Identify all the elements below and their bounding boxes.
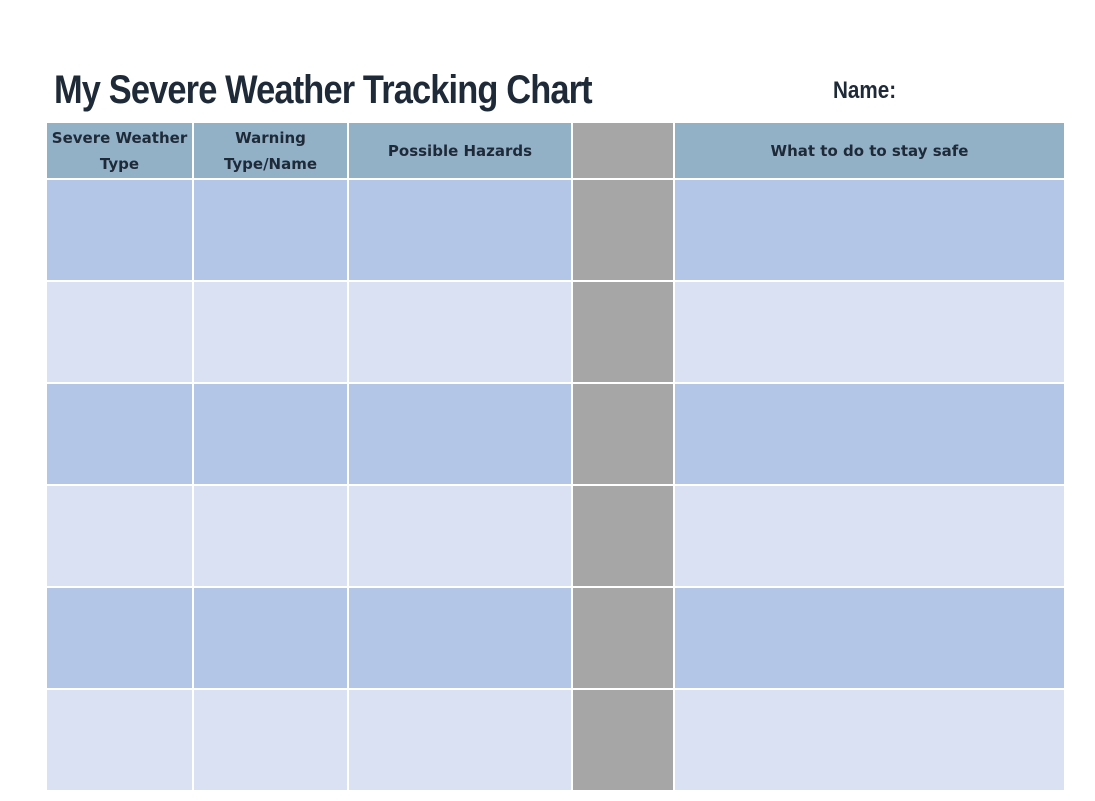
cell-possible-hazards[interactable]	[349, 690, 571, 790]
cell-what-to-do[interactable]	[675, 690, 1064, 790]
cell-severe-weather-type[interactable]	[47, 690, 192, 790]
cell-severe-weather-type[interactable]	[47, 180, 192, 280]
cell-warning-type-name[interactable]	[194, 282, 347, 382]
cell-what-to-do[interactable]	[675, 384, 1064, 484]
cell-severe-weather-type[interactable]	[47, 588, 192, 688]
cell-warning-type-name[interactable]	[194, 588, 347, 688]
cell-divider-column	[573, 588, 673, 688]
cell-possible-hazards[interactable]	[349, 384, 571, 484]
cell-what-to-do[interactable]	[675, 588, 1064, 688]
cell-divider-column	[573, 384, 673, 484]
cell-divider-column	[573, 282, 673, 382]
cell-severe-weather-type[interactable]	[47, 282, 192, 382]
header-possible-hazards: Possible Hazards	[349, 123, 571, 178]
cell-divider-column	[573, 180, 673, 280]
cell-warning-type-name[interactable]	[194, 690, 347, 790]
cell-what-to-do[interactable]	[675, 282, 1064, 382]
cell-warning-type-name[interactable]	[194, 384, 347, 484]
cell-warning-type-name[interactable]	[194, 486, 347, 586]
cell-possible-hazards[interactable]	[349, 486, 571, 586]
cell-severe-weather-type[interactable]	[47, 486, 192, 586]
cell-divider-column	[573, 486, 673, 586]
header-divider-column	[573, 123, 673, 178]
cell-what-to-do[interactable]	[675, 486, 1064, 586]
header-severe-weather-type: Severe Weather Type	[47, 123, 192, 178]
cell-possible-hazards[interactable]	[349, 282, 571, 382]
cell-divider-column	[573, 690, 673, 790]
tracking-table	[47, 123, 1060, 789]
name-label: Name:	[833, 77, 897, 104]
header-what-to-do: What to do to stay safe	[675, 123, 1064, 178]
cell-possible-hazards[interactable]	[349, 180, 571, 280]
cell-severe-weather-type[interactable]	[47, 384, 192, 484]
cell-possible-hazards[interactable]	[349, 588, 571, 688]
header-warning-type-name: Warning Type/Name	[194, 123, 347, 178]
cell-warning-type-name[interactable]	[194, 180, 347, 280]
page-title: My Severe Weather Tracking Chart	[54, 68, 592, 112]
cell-what-to-do[interactable]	[675, 180, 1064, 280]
